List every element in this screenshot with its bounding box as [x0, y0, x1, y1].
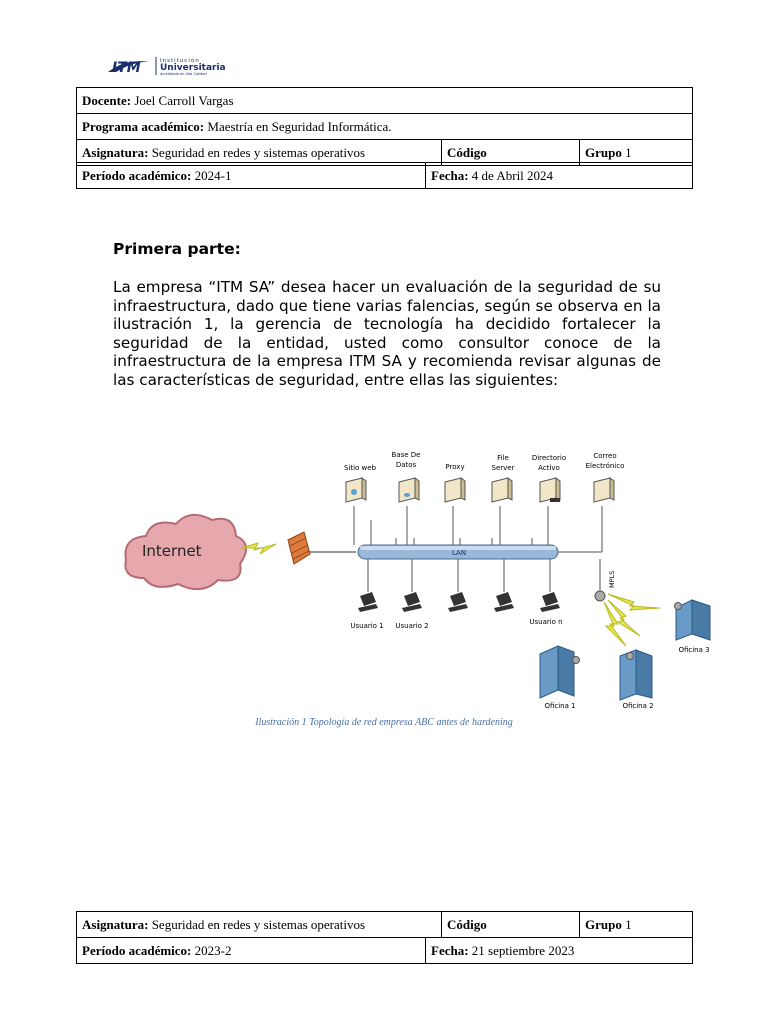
asignatura-cell: Asignatura: Seguridad en redes y sistemas operativos — [77, 140, 442, 166]
codigo-cell: Código — [442, 140, 580, 166]
server-label: Proxy — [445, 463, 465, 471]
fecha-cell: Fecha: 4 de Abril 2024 — [426, 163, 693, 189]
user-label: Usuario n — [529, 618, 563, 626]
internet-label: Internet — [142, 542, 202, 560]
grupo-cell: Grupo 1 — [580, 140, 693, 166]
server-label: Server — [491, 464, 515, 472]
lan-label: LAN — [452, 549, 467, 557]
programa-cell: Programa académico: Maestría en Seguridad Informática. — [77, 114, 693, 140]
server-label: Activo — [538, 464, 560, 472]
lan-bus — [358, 545, 558, 559]
logo-mark: ITM — [112, 60, 141, 76]
user-label: Usuario 2 — [395, 622, 429, 630]
logo-line3: Acreditada en Alta Calidad — [160, 72, 207, 76]
server-label: File — [497, 454, 509, 462]
docente-cell: Docente: Joel Carroll Vargas — [77, 88, 693, 114]
footer-periodo-cell: Período académico: 2023-2 — [77, 938, 426, 963]
server-label: Sitio web — [343, 464, 377, 472]
footer-fecha-cell: Fecha: 21 septiembre 2023 — [431, 942, 575, 958]
footer-grupo-cell: Grupo 1 — [580, 912, 693, 938]
office-label: Oficina 3 — [678, 646, 710, 654]
user-label: Usuario 1 — [350, 622, 384, 630]
office-label: Oficina 1 — [544, 702, 576, 710]
section-title: Primera parte: — [113, 240, 241, 258]
office-3 — [675, 600, 711, 654]
logo-line2: Universitaria — [160, 63, 226, 73]
periodo-cell: Período académico: 2024-1 — [77, 163, 426, 189]
server-label: Electrónico — [585, 462, 625, 470]
mpls-label: MPLS — [608, 570, 616, 588]
header-table-periodo — [76, 162, 693, 189]
footer-codigo-cell: Código — [442, 912, 580, 938]
network-topology-diagram — [114, 440, 714, 712]
header-table — [76, 87, 693, 166]
server-label: Directorio — [531, 454, 567, 462]
server-label: Datos — [395, 461, 417, 469]
body-paragraph: La empresa “ITM SA” desea hacer un evaluación de la seguridad de su infraestructura, dado que tiene varias falencias, según se observa en la ilustración 1, la gerencia de tecnología ha decidido fortalecer la seguridad de la entidad, usted como consultor conoce de la infraestructura de la empresa ITM SA y recomienda revisar algunas de las características de seguridad, entre ellas las siguientes: — [113, 278, 661, 389]
footer-table — [76, 911, 693, 964]
office-label: Oficina 2 — [622, 702, 654, 710]
server-label: Base De — [391, 451, 421, 459]
logo-line1: Institución — [160, 58, 200, 64]
itm-logo — [106, 54, 226, 78]
mpls-router-icon — [595, 591, 605, 601]
figure-caption: Ilustración 1 Topología de red empresa ABC antes de hardening — [255, 717, 513, 728]
server-label: Correo — [593, 452, 617, 460]
footer-asignatura-cell: Asignatura: Seguridad en redes y sistemas operativos — [77, 912, 442, 938]
server-proxy — [445, 463, 465, 502]
